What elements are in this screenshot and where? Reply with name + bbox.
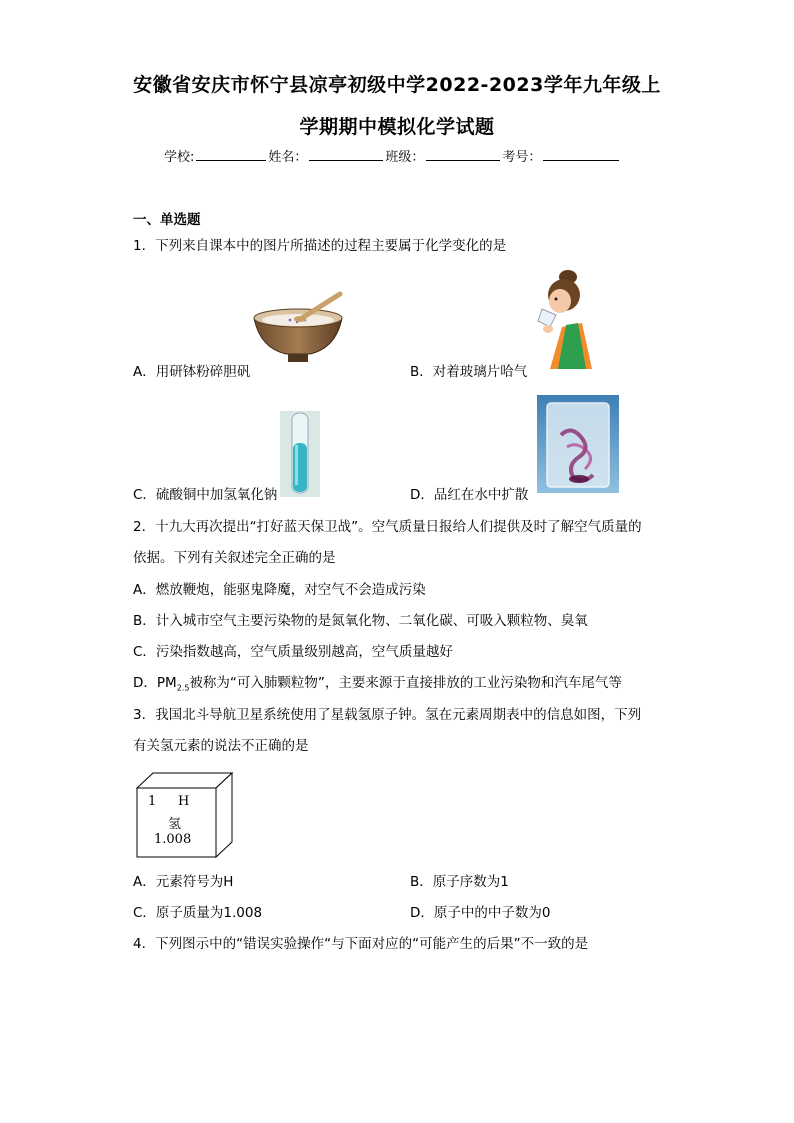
mortar-pestle-image (250, 290, 346, 366)
q1-option-d[interactable]: D．品红在水中扩散 (410, 487, 529, 503)
school-label: 学校: (164, 150, 195, 165)
q3-option-d[interactable]: D．原子中的中子数为0 (410, 905, 551, 921)
class-blank[interactable] (426, 146, 500, 161)
class-label: 班级： (385, 150, 425, 165)
element-symbol: H (178, 794, 190, 809)
school-blank[interactable] (196, 146, 266, 161)
element-mass: 1.008 (154, 832, 192, 847)
exam-no-blank[interactable] (543, 146, 619, 161)
q2-option-d-rest: 被称为“可入肺颗粒物”，主要来源于直接排放的工业污染物和汽车尾气等 (189, 675, 622, 691)
q2-option-d-subscript: 2.5 (176, 683, 190, 693)
element-card (136, 772, 236, 858)
q3-stem-line-1: 3．我国北斗导航卫星系统使用了星载氢原子钟。氢在元素周期表中的信息如图，下列 (133, 707, 642, 723)
q2-option-d-prefix: D．PM (133, 675, 177, 691)
section-title: 一、单选题 (133, 212, 201, 228)
element-name: 氢 (168, 817, 182, 832)
q1-option-b[interactable]: B．对着玻璃片哈气 (410, 364, 528, 380)
test-tube-image (280, 411, 320, 497)
q2-option-a[interactable]: A．燃放鞭炮，能驱鬼降魔，对空气不会造成污染 (133, 582, 426, 598)
q3-option-c[interactable]: C．原子质量为1.008 (133, 905, 263, 921)
student-info-row (164, 146, 621, 165)
beaker-dye-image (537, 395, 619, 493)
girl-breathing-image (536, 265, 596, 369)
q2-stem-line-1: 2．十九大再次提出“打好蓝天保卫战”。空气质量日报给人们提供及时了解空气质量的 (133, 519, 642, 535)
name-label: 姓名： (268, 150, 308, 165)
name-blank[interactable] (309, 146, 383, 161)
q3-option-b[interactable]: B．原子序数为1 (410, 874, 509, 890)
q1-stem: 1．下列来自课本中的图片所描述的过程主要属于化学变化的是 (133, 238, 507, 254)
q2-stem-line-2: 依据。下列有关叙述完全正确的是 (133, 550, 336, 566)
title-line-1: 安徽省安庆市怀宁县凉亭初级中学2022-2023学年九年级上 (133, 74, 661, 96)
q2-option-d[interactable] (133, 671, 622, 693)
q2-option-b[interactable]: B．计入城市空气主要污染物的是氮氧化物、二氧化碳、可吸入颗粒物、臭氧 (133, 613, 588, 629)
q1-option-a[interactable]: A．用研钵粉碎胆矾 (133, 364, 251, 380)
exam-no-label: 考号： (502, 150, 542, 165)
title-line-2: 学期期中模拟化学试题 (299, 116, 495, 138)
q3-stem-line-2: 有关氢元素的说法不正确的是 (133, 738, 309, 754)
q3-option-a[interactable]: A．元素符号为H (133, 874, 234, 890)
q4-stem: 4．下列图示中的“错误实验操作“与下面对应的“可能产生的后果”不一致的是 (133, 936, 589, 952)
q2-option-c[interactable]: C．污染指数越高，空气质量级别越高，空气质量越好 (133, 644, 453, 660)
q1-option-c[interactable]: C．硫酸铜中加氢氧化钠 (133, 487, 278, 503)
element-number: 1 (148, 794, 157, 809)
